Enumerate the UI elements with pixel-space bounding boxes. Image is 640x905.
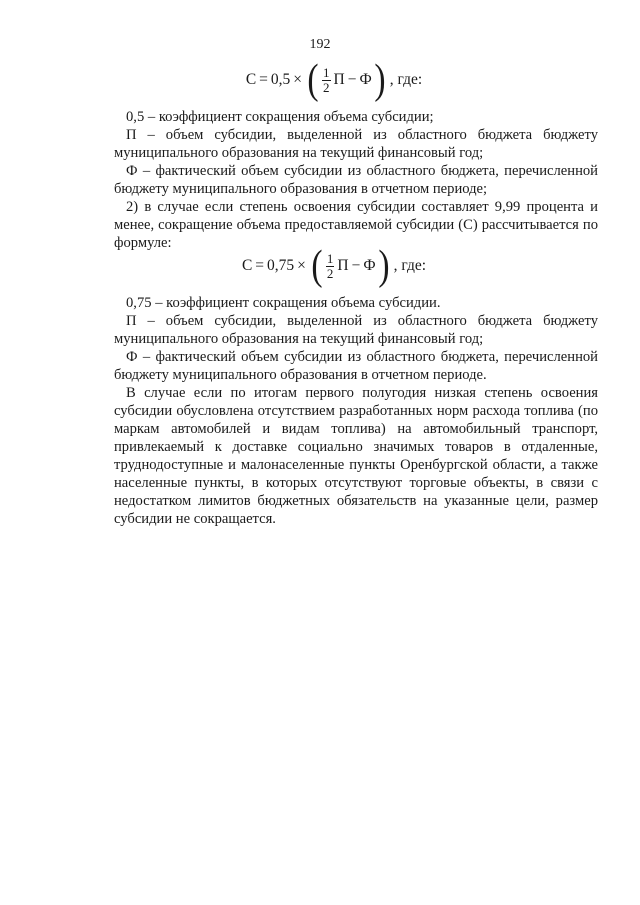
paragraph: П – объем субсидии, выделенной из областного бюджета бюджету муниципального образования на текущий финансовый год; <box>114 127 598 161</box>
formula-equals: = <box>255 257 265 274</box>
formula-minus: − <box>351 257 361 274</box>
paragraph: В случае если по итогам первого полугодия низкая степень освоения субсидии обусловлена отсутствием разработанных норм расхода топлива (по маркам автомобилей и видам топлива) на автомобильный транспорт, привлекаемый к доставке социально значимых товаров в отдаленные, труднодоступные и малонаселенные пункты Оренбургской области, а также населенные пункты, в которых отсутствуют торговые объекты, в связи с недостатком лимитов бюджетных обязательств на указанные цели, размер субсидии не сокращается. <box>114 385 598 527</box>
formula-left-paren: ( <box>311 243 323 289</box>
fraction-denominator: 2 <box>326 265 334 281</box>
page-number: 192 <box>309 37 331 52</box>
formula-lhs: C <box>241 257 253 274</box>
formula-equals: = <box>259 71 268 88</box>
formula-var-f: Ф <box>363 257 376 274</box>
fraction-numerator: 1 <box>323 64 330 80</box>
formula-tail: , где: <box>393 257 427 274</box>
fraction-denominator: 2 <box>323 79 330 95</box>
paragraph: Ф – фактический объем субсидии из областного бюджета, перечисленной бюджету муниципального образования в отчетном периоде; <box>114 163 598 197</box>
formula-var-f: Ф <box>359 71 372 88</box>
formula-var-p: П <box>337 257 349 274</box>
formula-coefficient: 0,5 <box>270 71 291 88</box>
paragraph: Ф – фактический объем субсидии из областного бюджета, перечисленной бюджету муниципального образования в отчетном периоде. <box>114 349 598 383</box>
formula-fraction <box>326 252 335 281</box>
fraction-numerator: 1 <box>326 250 334 266</box>
formula-times: × <box>297 257 306 274</box>
formula-left-paren: ( <box>307 57 319 103</box>
formula-1 <box>14 56 640 104</box>
formula-right-paren: ) <box>374 57 386 103</box>
formula-fraction <box>322 66 331 95</box>
formula-var-p: П <box>333 71 345 88</box>
formula-right-paren: ) <box>378 243 390 289</box>
paragraph: 2) в случае если степень освоения субсидии составляет 9,99 процента и менее, сокращение объема предоставляемой субсидии (С) рассчитывается по формуле: <box>114 199 598 251</box>
paragraph: 0,5 – коэффициент сокращения объема субсидии; <box>126 109 434 125</box>
paragraph: П – объем субсидии, выделенной из областного бюджета бюджету муниципального образования на текущий финансовый год; <box>114 313 598 347</box>
text-block-2 <box>114 294 598 528</box>
text-block-1 <box>114 108 598 252</box>
paragraph: 0,75 – коэффициент сокращения объема субсидии. <box>126 295 441 311</box>
formula-2 <box>14 242 640 290</box>
formula-lhs: C <box>245 71 257 88</box>
formula-minus: − <box>347 71 357 88</box>
formula-tail: , где: <box>389 71 423 88</box>
formula-times: × <box>293 71 303 88</box>
formula-coefficient: 0,75 <box>267 257 295 274</box>
